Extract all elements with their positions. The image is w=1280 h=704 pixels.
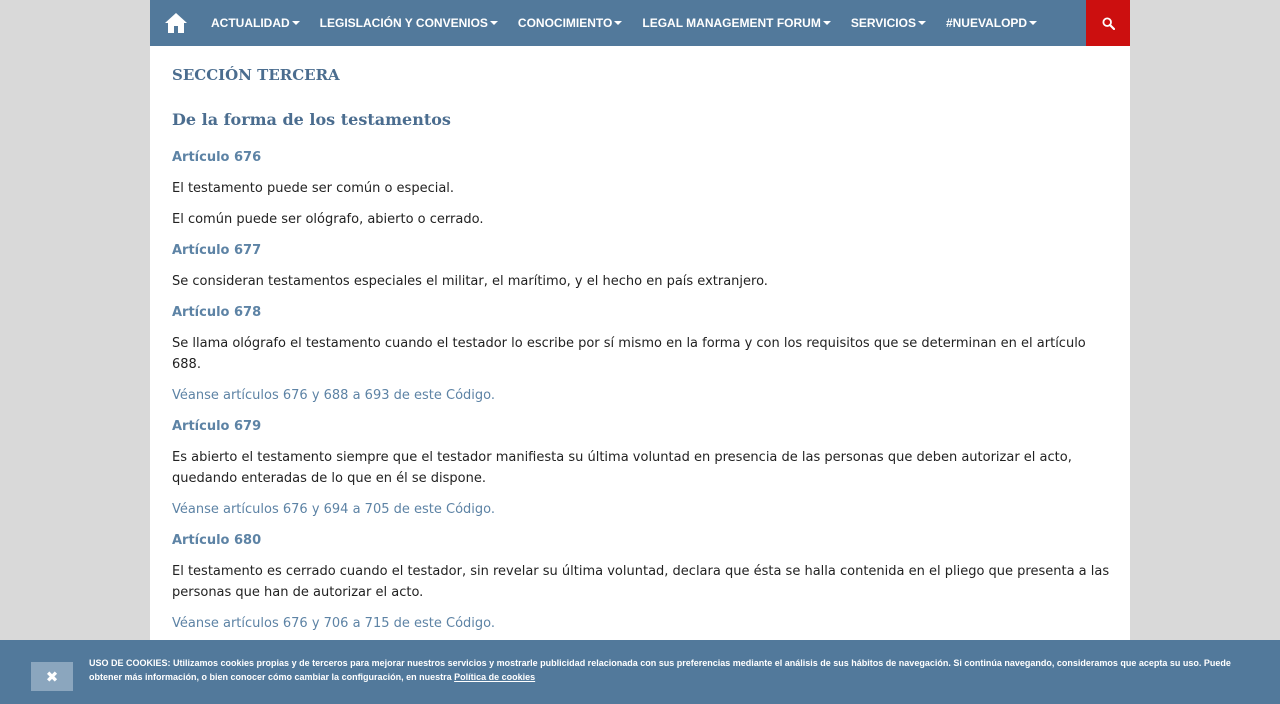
page-container bbox=[150, 0, 1130, 704]
article-reference-link[interactable]: Véanse artículos 676 y 688 a 693 de este Código. bbox=[172, 388, 496, 403]
close-icon: ✖ bbox=[45, 667, 59, 686]
nav-item-2[interactable] bbox=[320, 16, 498, 30]
section-title: SECCIÓN TERCERA bbox=[172, 66, 340, 84]
articles-list bbox=[172, 147, 1112, 675]
cookie-banner bbox=[0, 640, 1280, 704]
nav-item-4[interactable] bbox=[642, 16, 830, 30]
nav-item-3[interactable] bbox=[518, 16, 622, 30]
caret-down-icon bbox=[292, 21, 300, 25]
article-heading: Artículo 679 bbox=[172, 419, 262, 434]
cookie-policy-link[interactable]: Política de cookies bbox=[454, 672, 536, 682]
nav-item-label: LEGISLACIÓN Y CONVENIOS bbox=[319, 16, 488, 30]
article-paragraph: El común puede ser ológrafo, abierto o cerrado. bbox=[172, 212, 484, 227]
article-paragraph: Es abierto el testamento siempre que el testador manifiesta su última voluntad en presencia de las personas que deben autorizar el acto, quedando enteradas de lo que en él se dispone. bbox=[172, 450, 1072, 486]
article-heading: Artículo 678 bbox=[172, 305, 262, 320]
nav-item-label: SERVICIOS bbox=[850, 16, 916, 30]
nav-item-label: ACTUALIDAD bbox=[211, 16, 290, 30]
cookie-title: USO DE COOKIES: bbox=[89, 658, 171, 668]
cookie-body: Utilizamos cookies propias y de terceros para mejorar nuestros servicios y mostrarle publicidad relacionada con sus preferencias mediante el análisis de sus hábitos de navegación. Si continúa navegando, consideramos que acepta su uso. Puede obtener más información, o bien conocer cómo cambiar la configuración, en nuestra bbox=[89, 658, 1231, 682]
caret-down-icon bbox=[918, 21, 926, 25]
article-heading: Artículo 676 bbox=[172, 150, 262, 165]
section-subtitle: De la forma de los testamentos bbox=[172, 110, 451, 129]
nav-item-label: #NUEVALOPD bbox=[945, 16, 1028, 30]
caret-down-icon bbox=[614, 21, 622, 25]
article-reference-link[interactable]: Véanse artículos 676 y 694 a 705 de este Código. bbox=[172, 502, 496, 517]
search-button[interactable] bbox=[1086, 0, 1130, 46]
nav-item-6[interactable] bbox=[946, 16, 1037, 30]
top-navbar bbox=[150, 0, 1130, 46]
home-icon[interactable] bbox=[164, 12, 188, 34]
article-paragraph: El testamento puede ser común o especial. bbox=[172, 181, 455, 196]
article-heading: Artículo 677 bbox=[172, 243, 262, 258]
nav-item-1[interactable] bbox=[211, 16, 300, 30]
article-paragraph: Se llama ológrafo el testamento cuando el testador lo escribe por sí mismo en la forma y con los requisitos que se determinan en el artículo 688. bbox=[172, 336, 1086, 372]
search-icon bbox=[1102, 17, 1115, 30]
caret-down-icon bbox=[1029, 21, 1037, 25]
nav-item-label: LEGAL MANAGEMENT FORUM bbox=[642, 16, 821, 30]
main-menu bbox=[211, 0, 1057, 46]
caret-down-icon bbox=[490, 21, 498, 25]
cookie-close-button[interactable] bbox=[31, 662, 73, 691]
article-heading: Artículo 680 bbox=[172, 533, 262, 548]
article-reference-link[interactable]: Véanse artículos 676 y 706 a 715 de este Código. bbox=[172, 616, 496, 631]
cookie-message bbox=[89, 656, 1239, 684]
article-paragraph: Se consideran testamentos especiales el militar, el marítimo, y el hecho en país extranjero. bbox=[172, 274, 768, 289]
nav-item-5[interactable] bbox=[851, 16, 926, 30]
nav-item-label: CONOCIMIENTO bbox=[517, 16, 613, 30]
article-paragraph: El testamento es cerrado cuando el testador, sin revelar su última voluntad, declara que ésta se halla contenida en el pliego que presenta a las personas que han de autorizar el acto. bbox=[172, 564, 1110, 600]
caret-down-icon bbox=[823, 21, 831, 25]
